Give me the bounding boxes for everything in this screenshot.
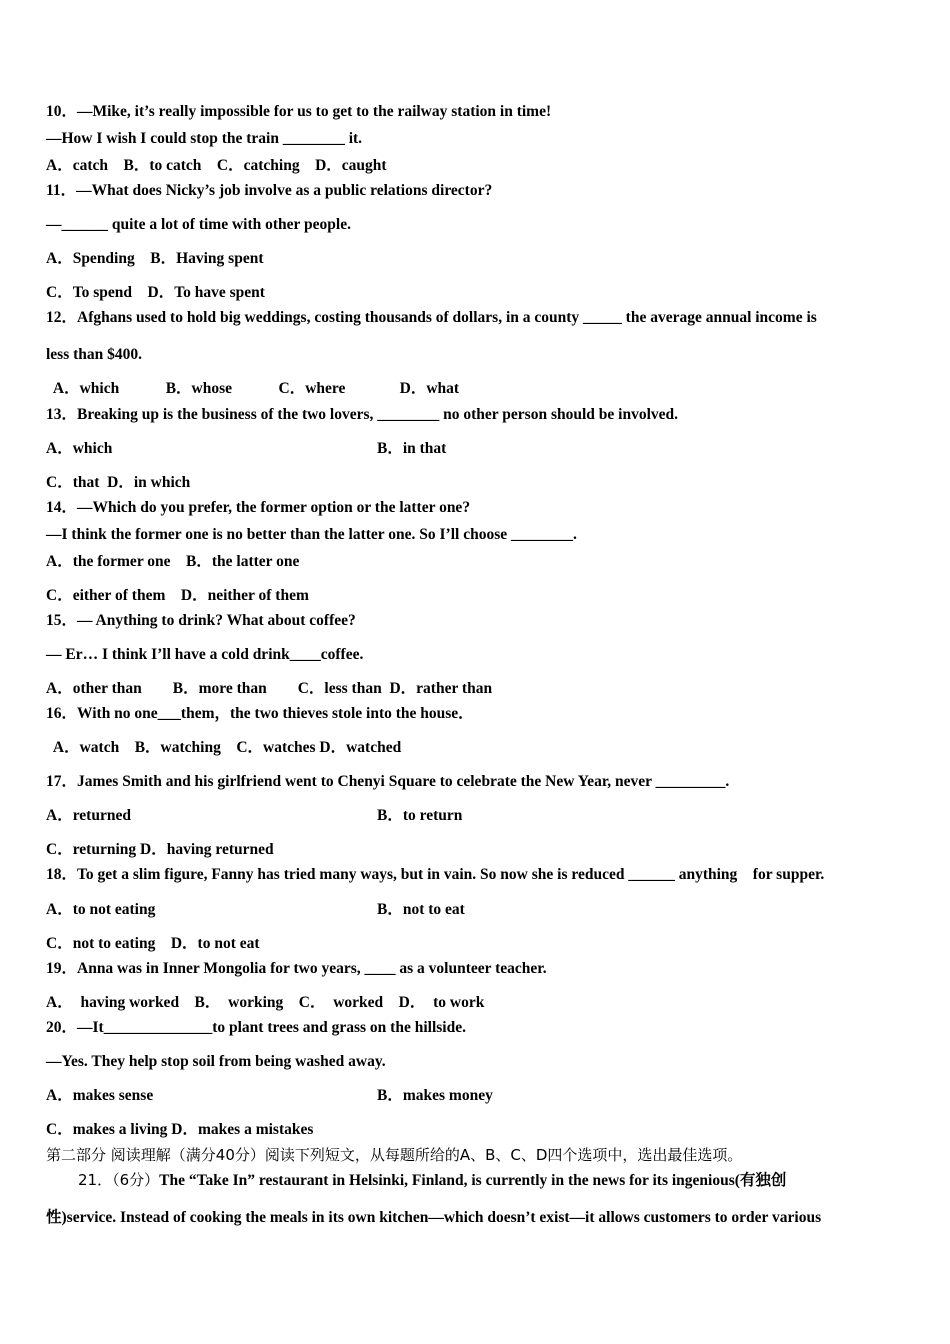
q11-options-cd: C．To spend D．To have spent	[46, 284, 265, 301]
q21-number: 21．（6分）	[78, 1171, 160, 1189]
q17-options-cd: C．returning D．having returned	[46, 841, 274, 858]
q11-dialogue: —______ quite a lot of time with other people.	[46, 216, 351, 233]
q20-option-b: B．makes money	[377, 1087, 493, 1104]
q14-stem: 14．—Which do you prefer, the former option or the latter one?	[46, 499, 471, 516]
q21-text-line1: The “Take In” restaurant in Helsinki, Finland, is currently in the news for its ingenious(有独创	[159, 1172, 787, 1189]
q18-stem: 18．To get a slim figure, Fanny has tried many ways, but in vain. So now she is reduced ______ anything for supper.	[46, 866, 825, 883]
q13-stem: 13．Breaking up is the business of the two lovers, ________ no other person should be involved.	[46, 406, 678, 423]
q13-option-b: B．in that	[377, 440, 447, 457]
q18-option-b: B．not to eat	[377, 901, 465, 918]
q14-options-ab: A．the former one B．the latter one	[46, 553, 300, 570]
q14-dialogue: —I think the former one is no better than the latter one. So I’ll choose ________.	[46, 526, 577, 543]
q15-dialogue: — Er… I think I’ll have a cold drink____coffee.	[46, 646, 364, 663]
q12-options: A．which B．whose C．where D．what	[46, 380, 460, 397]
q17-option-b: B．to return	[377, 807, 463, 824]
q18-options-cd: C．not to eating D．to not eat	[46, 935, 260, 952]
q18-option-a: A．to not eating	[46, 901, 156, 918]
q15-options: A．other than B．more than C．less than D．rather than	[46, 680, 493, 697]
q16-stem: 16．With no one___them，the two thieves stole into the house．	[46, 705, 474, 722]
q10-options: A．catch B．to catch C．catching D．caught	[46, 157, 387, 174]
q17-stem: 17．James Smith and his girlfriend went to Chenyi Square to celebrate the New Year, never _________.	[46, 773, 730, 790]
q16-options: A．watch B．watching C．watches D．watched	[46, 739, 402, 756]
q21-text-line2: 性)service. Instead of cooking the meals in its own kitchen—which doesn’t exist—it allows customers to order various	[46, 1209, 822, 1226]
q12-stem: 12．Afghans used to hold big weddings, costing thousands of dollars, in a county _____ the average annual income is	[46, 309, 817, 326]
q11-stem: 11．—What does Nicky’s job involve as a public relations director?	[46, 182, 493, 199]
q20-dialogue: —Yes. They help stop soil from being washed away.	[46, 1053, 386, 1070]
q17-option-a: A．returned	[46, 807, 131, 824]
q20-option-a: A．makes sense	[46, 1087, 154, 1104]
q15-stem: 15．— Anything to drink? What about coffee?	[46, 612, 356, 629]
q10-dialogue: —How I wish I could stop the train ________ it.	[46, 130, 363, 147]
q12-stem-continued: less than $400.	[46, 346, 143, 363]
q19-stem: 19．Anna was in Inner Mongolia for two years, ____ as a volunteer teacher.	[46, 960, 547, 977]
q19-options: A． having worked B． working C． worked D． to work	[46, 994, 485, 1011]
q11-options-ab: A．Spending B．Having spent	[46, 250, 264, 267]
q20-options-cd: C．makes a living D．makes a mistakes	[46, 1121, 314, 1138]
q14-options-cd: C．either of them D．neither of them	[46, 587, 309, 604]
q21-first-line	[78, 1171, 786, 1190]
q13-options-cd: C．that D．in which	[46, 474, 191, 491]
q13-option-a: A．which	[46, 440, 113, 457]
q20-stem: 20．—It______________to plant trees and grass on the hillside.	[46, 1019, 466, 1036]
q10-stem: 10．—Mike, it’s really impossible for us to get to the railway station in time!	[46, 103, 552, 120]
section-2-heading: 第二部分 阅读理解（满分40分）阅读下列短文，从每题所给的A、B、C、D四个选项中，选出最佳选项。	[46, 1146, 743, 1164]
